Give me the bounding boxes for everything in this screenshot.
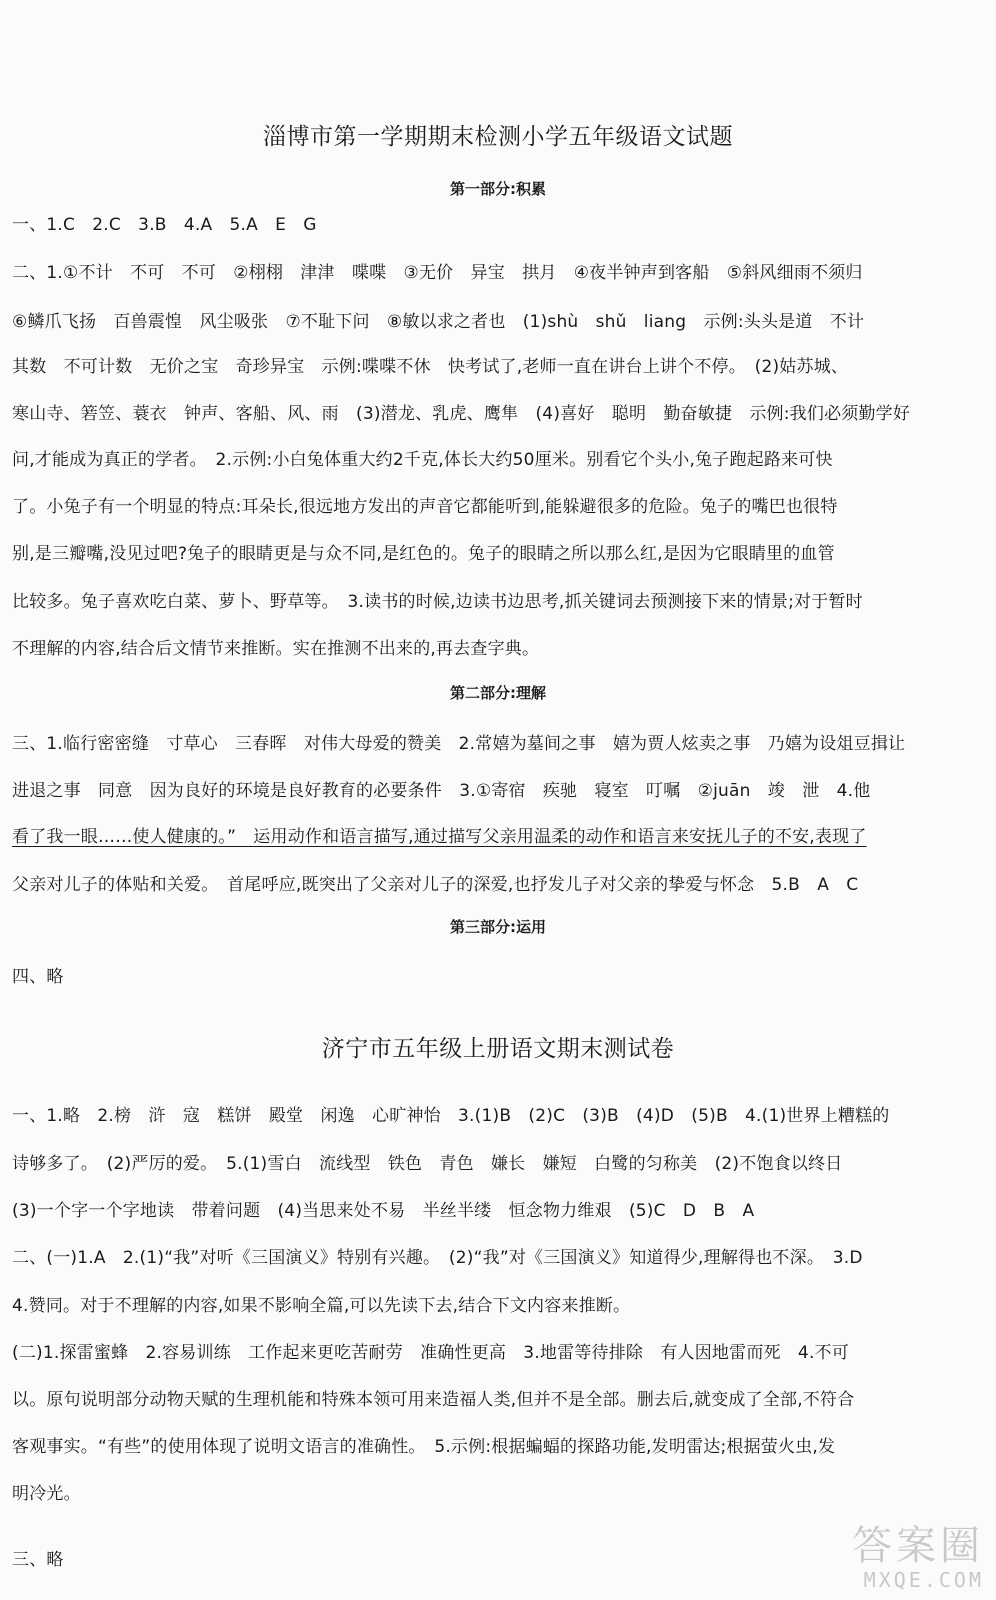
answer-line: 一、1.C 2.C 3.B 4.A 5.A E G bbox=[12, 215, 317, 235]
watermark-logo bbox=[734, 1524, 984, 1594]
answer-line: 其数 不可计数 无价之宝 奇珍异宝 示例:喋喋不休 快考试了,老师一直在讲台上讲个不停。 (2)姑苏城、 bbox=[12, 357, 849, 377]
answer-line: 三、1.临行密密缝 寸草心 三春晖 对伟大母爱的赞美 2.常嬉为墓间之事 嬉为贾人炫卖之事 乃嬉为设俎豆揖让 bbox=[12, 734, 906, 754]
answer-line: (二)1.探雷蜜蜂 2.容易训练 工作起来更吃苦耐劳 准确性更高 3.地雷等待排除 有人因地雷而死 4.不可 bbox=[12, 1343, 849, 1363]
answer-line: 进退之事 同意 因为良好的环境是良好教育的必要条件 3.①寄宿 疾驰 寝室 叮嘱 ②juān 竣 泄 4.他 bbox=[12, 781, 871, 801]
answer-line: 客观事实。“有些”的使用体现了说明文语言的准确性。 5.示例:根据蝙蝠的探路功能,发明雷达;根据萤火虫,发 bbox=[12, 1437, 836, 1457]
answer-line: 看了我一眼……使人健康的。” 运用动作和语言描写,通过描写父亲用温柔的动作和语言来安抚儿子的不安,表现了 bbox=[12, 827, 867, 847]
answer-line: 三、略 bbox=[12, 1550, 64, 1570]
answer-line: 不理解的内容,结合后文情节来推断。实在推测不出来的,再去查字典。 bbox=[12, 639, 540, 659]
answer-line: 了。小兔子有一个明显的特点:耳朵长,很远地方发出的声音它都能听到,能躲避很多的危险。兔子的嘴巴也很特 bbox=[12, 497, 838, 517]
answer-line: 寒山寺、箬笠、蓑衣 钟声、客船、风、雨 (3)潜龙、乳虎、鹰隼 (4)喜好 聪明 勤奋敏捷 示例:我们必须勤学好 bbox=[12, 404, 911, 424]
part3-heading: 第三部分:运用 bbox=[450, 918, 546, 936]
answer-line: 别,是三瓣嘴,没见过吧?兔子的眼睛更是与众不同,是红色的。兔子的眼睛之所以那么红,是因为它眼睛里的血管 bbox=[12, 544, 835, 564]
answer-line: 诗够多了。 (2)严厉的爱。 5.(1)雪白 流线型 铁色 青色 嫌长 嫌短 白鹭的匀称美 (2)不饱食以终日 bbox=[12, 1154, 843, 1174]
section1-title: 淄博市第一学期期末检测小学五年级语文试题 bbox=[263, 124, 733, 150]
answer-line: (3)一个字一个字地读 带着问题 (4)当思来处不易 半丝半缕 恒念物力维艰 (5)C D B A bbox=[12, 1201, 755, 1221]
answer-line: 二、(一)1.A 2.(1)“我”对听《三国演义》特别有兴趣。 (2)“我”对《三国演义》知道得少,理解得也不深。 3.D bbox=[12, 1248, 863, 1268]
answer-line: 父亲对儿子的体贴和关爱。 首尾呼应,既突出了父亲对儿子的深爱,也抒发儿子对父亲的挚爱与怀念 5.B A C bbox=[12, 875, 859, 895]
answer-line: 明冷光。 bbox=[12, 1484, 81, 1504]
answer-line: 一、1.略 2.榜 浒 寇 糕饼 殿堂 闲逸 心旷神怡 3.(1)B (2)C (3)B (4)D (5)B 4.(1)世界上糟糕的 bbox=[12, 1106, 890, 1126]
answer-line: 比较多。兔子喜欢吃白菜、萝卜、野草等。 3.读书的时候,边读书边思考,抓关键词去预测接下来的情景;对于暂时 bbox=[12, 592, 863, 612]
section2-title: 济宁市五年级上册语文期末测试卷 bbox=[321, 1036, 675, 1062]
watermark-domain: MXQE.COM bbox=[863, 1568, 984, 1592]
answer-line: 四、略 bbox=[12, 967, 64, 987]
answer-line: ⑥鳞爪飞扬 百兽震惶 风尘吸张 ⑦不耻下问 ⑧敏以求之者也 (1)shù shǔ liang 示例:头头是道 不计 bbox=[12, 312, 865, 332]
part2-heading: 第二部分:理解 bbox=[450, 684, 546, 702]
answer-line: 二、1.①不计 不可 不可 ②栩栩 津津 喋喋 ③无价 异宝 拱月 ④夜半钟声到客船 ⑤斜风细雨不须归 bbox=[12, 263, 863, 283]
answer-line: 4.赞同。对于不理解的内容,如果不影响全篇,可以先读下去,结合下文内容来推断。 bbox=[12, 1296, 631, 1316]
watermark-text: 答案圈 bbox=[852, 1523, 984, 1569]
answer-line: 问,才能成为真正的学者。 2.示例:小白兔体重大约2千克,体长大约50厘米。别看它个头小,兔子跑起路来可快 bbox=[12, 450, 833, 470]
part1-heading: 第一部分:积累 bbox=[450, 180, 546, 198]
answer-line: 以。原句说明部分动物天赋的生理机能和特殊本领可用来造福人类,但并不是全部。删去后,就变成了全部,不符合 bbox=[12, 1390, 855, 1410]
